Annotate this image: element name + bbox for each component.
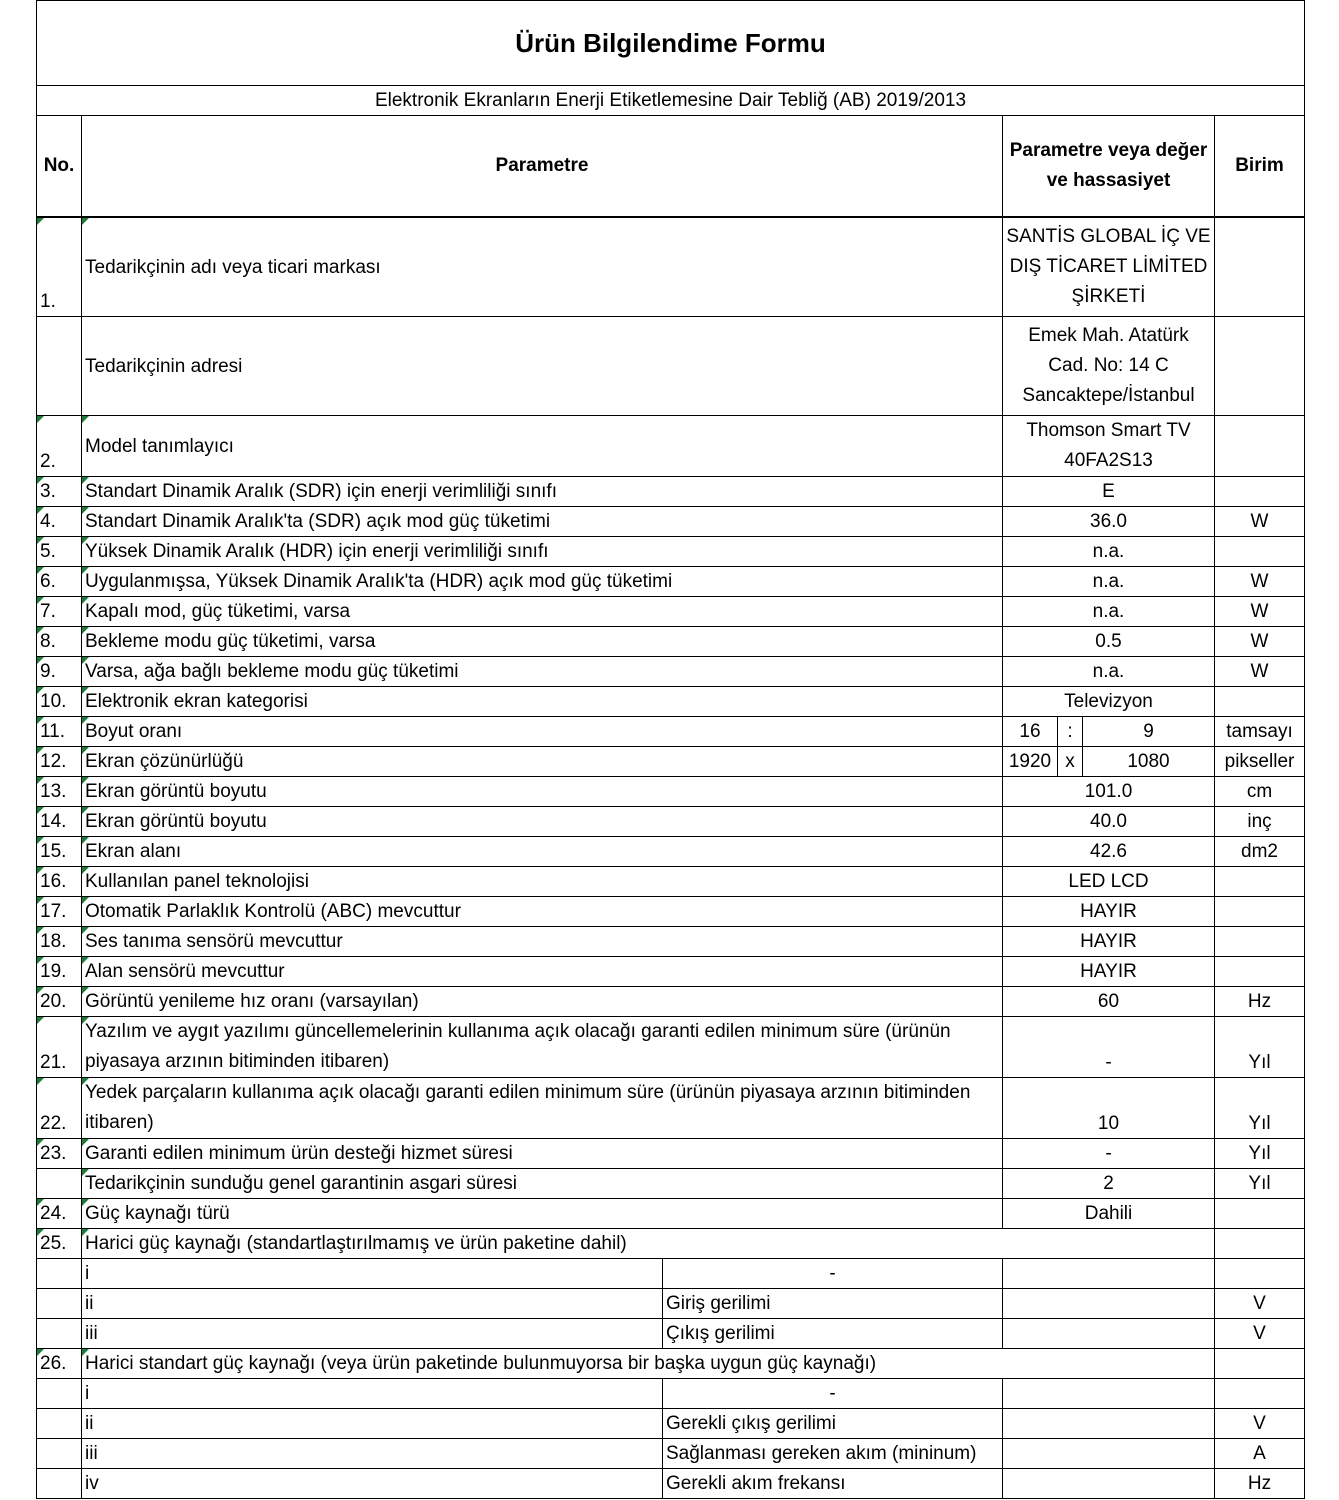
table-row	[37, 477, 1305, 507]
row-no: 12.	[37, 747, 82, 777]
row-unit	[1215, 537, 1305, 567]
row-param: Tedarikçinin sunduğu genel garantinin asgari süresi	[82, 1169, 1003, 1199]
row-no: 20.	[37, 987, 82, 1017]
form-title: Ürün Bilgilendime Formu	[37, 1, 1305, 86]
row-param: Alan sensörü mevcuttur	[82, 957, 1003, 987]
table-row	[37, 1169, 1305, 1199]
row-sub-label: Giriş gerilimi	[663, 1289, 1003, 1319]
row-unit: A	[1215, 1439, 1305, 1469]
row-unit: Yıl	[1215, 1078, 1305, 1139]
row-param: Garanti edilen minimum ürün desteği hizmet süresi	[82, 1139, 1003, 1169]
table-row	[37, 597, 1305, 627]
header-row	[37, 116, 1305, 218]
table-row	[37, 987, 1305, 1017]
table-row	[37, 717, 1305, 747]
row-no: 25.	[37, 1229, 82, 1259]
row-unit: V	[1215, 1289, 1305, 1319]
aspect-ratio-value	[1003, 717, 1215, 747]
row-unit	[1215, 416, 1305, 477]
row-no: 23.	[37, 1139, 82, 1169]
row-unit: cm	[1215, 777, 1305, 807]
row-sub: i	[82, 1259, 663, 1289]
row-no: 8.	[37, 627, 82, 657]
table-row	[37, 1017, 1305, 1078]
row-param: Tedarikçinin adresi	[82, 317, 1003, 416]
row-value: LED LCD	[1003, 867, 1215, 897]
row-value: 2	[1003, 1169, 1215, 1199]
row-param: Kullanılan panel teknolojisi	[82, 867, 1003, 897]
row-value	[1003, 1259, 1215, 1289]
row-value: 36.0	[1003, 507, 1215, 537]
table-row	[37, 747, 1305, 777]
table-row	[37, 567, 1305, 597]
row-unit: Yıl	[1215, 1017, 1305, 1078]
row-unit: tamsayı	[1215, 717, 1305, 747]
row-unit: dm2	[1215, 837, 1305, 867]
row-param: Kapalı mod, güç tüketimi, varsa	[82, 597, 1003, 627]
table-row	[37, 1289, 1305, 1319]
row-no: 26.	[37, 1349, 82, 1379]
table-row	[37, 1199, 1305, 1229]
row-unit: Hz	[1215, 987, 1305, 1017]
row-value: n.a.	[1003, 567, 1215, 597]
row-no	[37, 1169, 82, 1199]
product-info-table	[36, 0, 1305, 1499]
table-row	[37, 777, 1305, 807]
table-row	[37, 837, 1305, 867]
row-value: n.a.	[1003, 597, 1215, 627]
row-param: Ekran alanı	[82, 837, 1003, 867]
table-row	[37, 317, 1305, 416]
row-value: -	[1003, 1139, 1215, 1169]
row-unit	[1215, 957, 1305, 987]
row-param: Uygulanmışsa, Yüksek Dinamik Aralık'ta (HDR) açık mod güç tüketimi	[82, 567, 1003, 597]
table-row	[37, 1379, 1305, 1409]
aspect-separator: :	[1058, 717, 1083, 746]
table-row	[37, 1409, 1305, 1439]
row-unit: V	[1215, 1409, 1305, 1439]
row-no: 22.	[37, 1078, 82, 1139]
row-value: SANTİS GLOBAL İÇ VE DIŞ TİCARET LİMİTED ŞİRKETİ	[1003, 217, 1215, 317]
header-deger: Parametre veya değer ve hassasiyet	[1003, 116, 1215, 218]
row-value	[1003, 1469, 1215, 1499]
row-unit	[1215, 927, 1305, 957]
row-no: 5.	[37, 537, 82, 567]
table-row	[37, 1078, 1305, 1139]
row-no	[37, 1469, 82, 1499]
row-value: Emek Mah. Atatürk Cad. No: 14 C Sancaktepe/İstanbul	[1003, 317, 1215, 416]
row-sub: i	[82, 1379, 663, 1409]
row-no: 18.	[37, 927, 82, 957]
row-param: Varsa, ağa bağlı bekleme modu güç tüketimi	[82, 657, 1003, 687]
row-sub-label: Sağlanması gereken akım (mininum)	[663, 1439, 1003, 1469]
table-row	[37, 1439, 1305, 1469]
table-row	[37, 1349, 1305, 1379]
row-unit: W	[1215, 657, 1305, 687]
row-param: Harici güç kaynağı (standartlaştırılmamış ve ürün paketine dahil)	[82, 1229, 1215, 1259]
row-unit: Yıl	[1215, 1169, 1305, 1199]
row-value: 101.0	[1003, 777, 1215, 807]
row-param: Ses tanıma sensörü mevcuttur	[82, 927, 1003, 957]
table-row	[37, 897, 1305, 927]
row-no: 21.	[37, 1017, 82, 1078]
row-no: 11.	[37, 717, 82, 747]
header-parametre: Parametre	[82, 116, 1003, 218]
row-unit: W	[1215, 597, 1305, 627]
row-no	[37, 1439, 82, 1469]
row-value	[1003, 1289, 1215, 1319]
row-value: Televizyon	[1003, 687, 1215, 717]
row-value: n.a.	[1003, 537, 1215, 567]
row-sub-label: -	[663, 1259, 1003, 1289]
row-no: 24.	[37, 1199, 82, 1229]
row-param: Yüksek Dinamik Aralık (HDR) için enerji verimliliği sınıfı	[82, 537, 1003, 567]
row-value: 10	[1003, 1078, 1215, 1139]
row-no: 4.	[37, 507, 82, 537]
row-param: Standart Dinamik Aralık (SDR) için enerji verimliliği sınıfı	[82, 477, 1003, 507]
resolution-height: 1080	[1127, 751, 1170, 772]
row-no: 10.	[37, 687, 82, 717]
resolution-separator: x	[1058, 747, 1083, 776]
row-unit	[1215, 1259, 1305, 1289]
aspect-width: 16	[1003, 717, 1058, 746]
table-row	[37, 927, 1305, 957]
table-row	[37, 807, 1305, 837]
row-param: Standart Dinamik Aralık'ta (SDR) açık mod güç tüketimi	[82, 507, 1003, 537]
row-unit	[1215, 317, 1305, 416]
row-value	[1003, 1319, 1215, 1349]
row-unit	[1215, 1199, 1305, 1229]
row-no: 14.	[37, 807, 82, 837]
row-value: Thomson Smart TV 40FA2S13	[1003, 416, 1215, 477]
row-param: Yedek parçaların kullanıma açık olacağı garanti edilen minimum süre (ürünün piyasaya arzının bitiminden itibaren)	[82, 1078, 1003, 1139]
aspect-height: 9	[1143, 721, 1154, 742]
row-no: 13.	[37, 777, 82, 807]
row-no	[37, 1409, 82, 1439]
row-no: 7.	[37, 597, 82, 627]
row-unit	[1215, 1349, 1305, 1379]
row-no: 3.	[37, 477, 82, 507]
row-param: Yazılım ve aygıt yazılımı güncellemelerinin kullanıma açık olacağı garanti edilen minimum süre (ürünün piyasaya arzının bitiminden itibaren)	[82, 1017, 1003, 1078]
row-sub: ii	[82, 1289, 663, 1319]
table-row	[37, 507, 1305, 537]
row-param: Tedarikçinin adı veya ticari markası	[82, 217, 1003, 317]
row-no	[37, 1379, 82, 1409]
table-row	[37, 1469, 1305, 1499]
row-sub: iii	[82, 1439, 663, 1469]
row-no: 16.	[37, 867, 82, 897]
table-row	[37, 657, 1305, 687]
row-param: Bekleme modu güç tüketimi, varsa	[82, 627, 1003, 657]
row-no	[37, 1259, 82, 1289]
row-param: Güç kaynağı türü	[82, 1199, 1003, 1229]
row-value: E	[1003, 477, 1215, 507]
table-row	[37, 1319, 1305, 1349]
row-sub-label: Gerekli çıkış gerilimi	[663, 1409, 1003, 1439]
table-row	[37, 1259, 1305, 1289]
row-unit: inç	[1215, 807, 1305, 837]
table-row	[37, 627, 1305, 657]
table-row	[37, 867, 1305, 897]
row-unit: W	[1215, 567, 1305, 597]
row-sub: ii	[82, 1409, 663, 1439]
row-unit: V	[1215, 1319, 1305, 1349]
table-row	[37, 687, 1305, 717]
row-unit: Yıl	[1215, 1139, 1305, 1169]
table-row	[37, 1229, 1305, 1259]
row-no	[37, 317, 82, 416]
row-value: 42.6	[1003, 837, 1215, 867]
row-value: Dahili	[1003, 1199, 1215, 1229]
table-row	[37, 1139, 1305, 1169]
row-no: 19.	[37, 957, 82, 987]
row-param: Ekran görüntü boyutu	[82, 807, 1003, 837]
row-value: HAYIR	[1003, 927, 1215, 957]
row-unit	[1215, 687, 1305, 717]
row-value: -	[1003, 1017, 1215, 1078]
resolution-width: 1920	[1003, 747, 1058, 776]
header-no: No.	[37, 116, 82, 218]
row-sub-label: Çıkış gerilimi	[663, 1319, 1003, 1349]
row-sub-label: -	[663, 1379, 1003, 1409]
row-no: 17.	[37, 897, 82, 927]
row-param: Harici standart güç kaynağı (veya ürün paketinde bulunmuyorsa bir başka uygun güç kaynağı)	[82, 1349, 1215, 1379]
row-no: 2.	[37, 416, 82, 477]
row-value: 40.0	[1003, 807, 1215, 837]
row-unit	[1215, 897, 1305, 927]
row-param: Görüntü yenileme hız oranı (varsayılan)	[82, 987, 1003, 1017]
row-value: HAYIR	[1003, 957, 1215, 987]
product-info-sheet	[36, 0, 1304, 1499]
table-row	[37, 537, 1305, 567]
row-value: HAYIR	[1003, 897, 1215, 927]
row-unit: W	[1215, 507, 1305, 537]
row-unit: W	[1215, 627, 1305, 657]
row-value	[1003, 1379, 1215, 1409]
row-unit	[1215, 1229, 1305, 1259]
row-no: 1.	[37, 217, 82, 317]
resolution-value	[1003, 747, 1215, 777]
row-sub: iv	[82, 1469, 663, 1499]
row-value: n.a.	[1003, 657, 1215, 687]
row-value: 60	[1003, 987, 1215, 1017]
form-subtitle: Elektronik Ekranların Enerji Etiketlemesine Dair Tebliğ (AB) 2019/2013	[37, 86, 1305, 116]
row-no	[37, 1289, 82, 1319]
row-value	[1003, 1409, 1215, 1439]
row-unit	[1215, 477, 1305, 507]
row-param: Boyut oranı	[82, 717, 1003, 747]
header-birim: Birim	[1215, 116, 1305, 218]
table-row	[37, 416, 1305, 477]
row-param: Model tanımlayıcı	[82, 416, 1003, 477]
table-row	[37, 957, 1305, 987]
row-param: Ekran çözünürlüğü	[82, 747, 1003, 777]
row-no	[37, 1319, 82, 1349]
row-param: Otomatik Parlaklık Kontrolü (ABC) mevcuttur	[82, 897, 1003, 927]
row-unit: Hz	[1215, 1469, 1305, 1499]
row-unit: pikseller	[1215, 747, 1305, 777]
row-sub: iii	[82, 1319, 663, 1349]
row-param: Ekran görüntü boyutu	[82, 777, 1003, 807]
row-no: 9.	[37, 657, 82, 687]
table-row	[37, 217, 1305, 317]
row-value: 0.5	[1003, 627, 1215, 657]
row-value	[1003, 1439, 1215, 1469]
row-no: 15.	[37, 837, 82, 867]
row-unit	[1215, 867, 1305, 897]
row-unit	[1215, 1379, 1305, 1409]
row-param: Elektronik ekran kategorisi	[82, 687, 1003, 717]
row-sub-label: Gerekli akım frekansı	[663, 1469, 1003, 1499]
row-no: 6.	[37, 567, 82, 597]
row-unit	[1215, 217, 1305, 317]
